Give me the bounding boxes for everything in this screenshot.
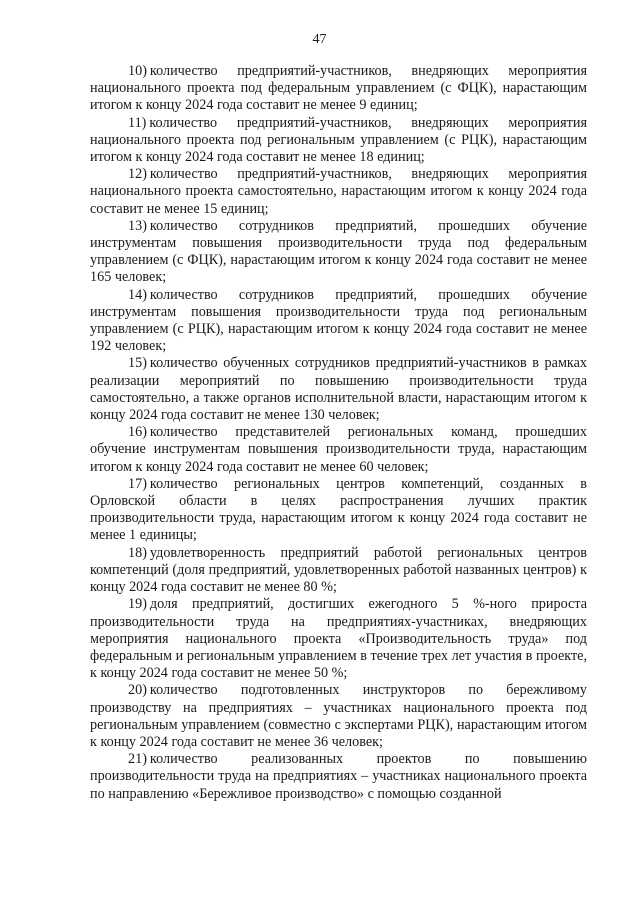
item-number: 12) bbox=[128, 166, 147, 183]
list-item bbox=[90, 424, 587, 476]
item-text: количество региональных центров компетенций, созданных в Орловской области в целях распространения лучших практик производительности труда, нарастающим итогом к концу 2024 года составит не менее 1 единицы; bbox=[90, 475, 587, 544]
item-number: 18) bbox=[128, 544, 147, 561]
item-number: 19) bbox=[128, 596, 147, 613]
item-number: 15) bbox=[128, 355, 147, 372]
list-item bbox=[90, 596, 587, 682]
item-text: количество предприятий-участников, внедряющих мероприятия национального проекта самостоятельно, нарастающим итогом к концу 2024 года составит не менее 15 единиц; bbox=[90, 166, 587, 217]
item-text: количество сотрудников предприятий, прошедших обучение инструментам повышения производительности труда под федеральным управлением (с ФЦК), нарастающим итогом к концу 2024 года составит не менее 165 человек; bbox=[90, 217, 587, 286]
list-item bbox=[90, 476, 587, 545]
page-number: 47 bbox=[312, 32, 327, 47]
item-text: количество сотрудников предприятий, прошедших обучение инструментам повышения производительности труда под региональным управлением (с РЦК), нарастающим итогом к концу 2024 года составит не менее 192 человек; bbox=[90, 286, 587, 355]
list-item bbox=[90, 287, 587, 356]
item-number: 16) bbox=[128, 424, 147, 441]
list-item bbox=[90, 682, 587, 751]
item-text: количество предприятий-участников, внедряющих мероприятия национального проекта под федеральным управлением (с ФЦК), нарастающим итогом к концу 2024 года составит не менее 9 единиц; bbox=[90, 63, 587, 114]
item-text: доля предприятий, достигших ежегодного 5 %-ного прироста производительности труда на предприятиях-участниках, внедряющих мероприятия национального проекта «Производительность труда» под федеральным и региональным управлением в течение трех лет участия в проекте, к концу 2024 года составит не менее 50 %; bbox=[90, 596, 587, 682]
item-text: количество реализованных проектов по повышению производительности труда на предприятиях – участниках национального проекта по направлению «Бережливое производство» с помощью созданной bbox=[90, 751, 587, 802]
list-item bbox=[90, 218, 587, 287]
item-number: 11) bbox=[128, 114, 147, 131]
item-number: 13) bbox=[128, 217, 147, 234]
item-number: 17) bbox=[128, 475, 147, 492]
list-item bbox=[90, 545, 587, 597]
list-item bbox=[90, 115, 587, 167]
item-number: 20) bbox=[128, 682, 147, 699]
item-number: 21) bbox=[128, 751, 147, 768]
item-text: количество представителей региональных команд, прошедших обучение инструментам повышения производительности труда, нарастающим итогом к концу 2024 года составит не менее 60 человек; bbox=[90, 424, 587, 475]
list-item bbox=[90, 355, 587, 424]
list-item bbox=[90, 63, 587, 115]
list-item bbox=[90, 166, 587, 218]
list-item bbox=[90, 751, 587, 803]
item-text: количество предприятий-участников, внедряющих мероприятия национального проекта под региональным управлением (с РЦК), нарастающим итогом к концу 2024 года составит не менее 18 единиц; bbox=[90, 114, 587, 166]
item-number: 14) bbox=[128, 286, 147, 303]
item-text: удовлетворенность предприятий работой региональных центров компетенций (доля предприятий, удовлетворенных работой названных центров) к концу 2024 года составит не менее 80 %; bbox=[90, 544, 587, 596]
item-number: 10) bbox=[128, 63, 147, 79]
document-body bbox=[90, 63, 587, 803]
item-text: количество подготовленных инструкторов по бережливому производству на предприятиях – участниках национального проекта под региональным управлением (совместно с экспертами РЦК), нарастающим итогом к концу 2024 года составит не менее 36 человек; bbox=[90, 682, 587, 750]
item-text: количество обученных сотрудников предприятий-участников в рамках реализации мероприятий по повышению производительности труда самостоятельно, а также органов исполнительной власти, нарастающим итогом к концу 2024 года составит не менее 130 человек; bbox=[90, 355, 587, 424]
